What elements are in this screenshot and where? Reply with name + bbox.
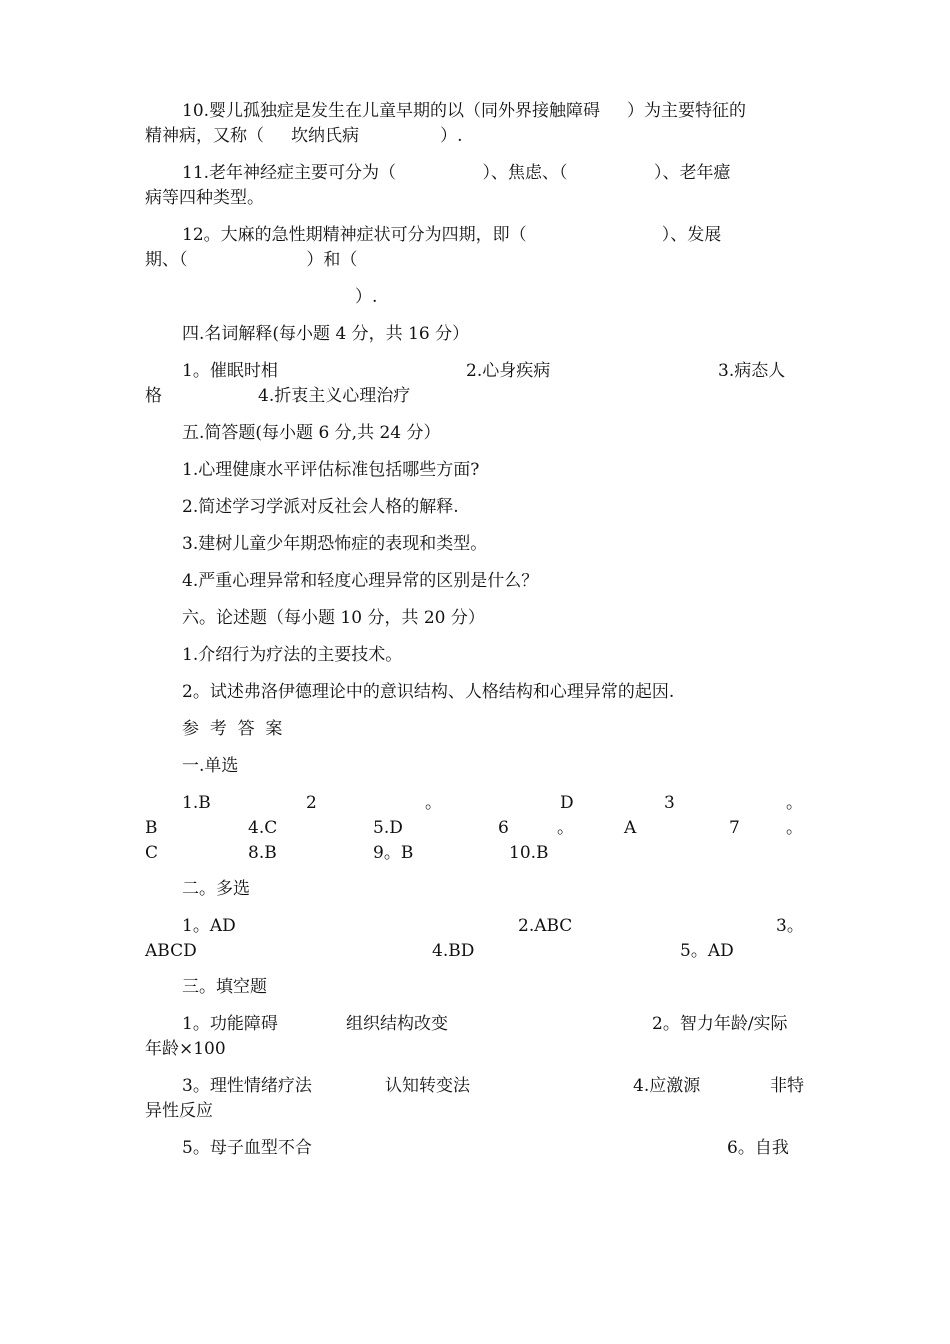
fill-blank-answer-title: 三。填空题 xyxy=(182,977,267,997)
question-12-line2: 期、（ ）和（ xyxy=(145,250,358,270)
term-2: 2.心身疾病 xyxy=(466,361,551,381)
single-answer: 。 xyxy=(557,818,574,838)
short-question-3: 3.建树儿童少年期恐怖症的表现和类型。 xyxy=(182,534,488,554)
multi-answer: 4.BD xyxy=(432,941,475,961)
question-12-line1: 12。大麻的急性期精神症状可分为四期，即（ ）、发展 xyxy=(182,225,722,245)
single-answer: 8.B xyxy=(248,843,277,863)
question-11-line2: 病等四种类型。 xyxy=(145,188,264,208)
answers-heading: 参 考 答 案 xyxy=(182,719,283,739)
single-answer: 5.D xyxy=(373,818,403,838)
blank-answer-2: 2。智力年龄/实际 xyxy=(652,1014,788,1034)
blank-answer-1b: 组织结构改变 xyxy=(346,1014,448,1034)
single-answer: 。 xyxy=(786,793,803,813)
essay-question-1: 1.介绍行为疗法的主要技术。 xyxy=(182,645,403,665)
blank-answer-5: 5。母子血型不合 xyxy=(182,1138,312,1158)
single-answer: 6 xyxy=(498,818,509,838)
single-answer: 。 xyxy=(786,818,803,838)
term-4: 4.折衷主义心理治疗 xyxy=(258,386,411,406)
multi-choice-title: 二。多选 xyxy=(182,879,250,899)
single-answer: 7 xyxy=(729,818,740,838)
blank-answer-6: 6。自我 xyxy=(727,1138,789,1158)
short-question-4: 4.严重心理异常和轻度心理异常的区别是什么？ xyxy=(182,571,539,591)
single-answer: 10.B xyxy=(509,843,549,863)
single-answer: 4.C xyxy=(248,818,278,838)
question-10-line2: 精神病，又称（ 坎纳氏病 ）. xyxy=(145,126,463,146)
single-answer: 2 xyxy=(306,793,317,813)
section-5-title: 五.简答题(每小题 6 分,共 24 分） xyxy=(182,423,441,443)
single-answer: 。 xyxy=(425,793,442,813)
single-answer: 3 xyxy=(664,793,675,813)
blank-answer-3b: 认知转变法 xyxy=(385,1076,470,1096)
essay-question-2: 2。试述弗洛伊德理论中的意识结构、人格结构和心理异常的起因. xyxy=(182,682,675,702)
blank-answer-4-cont: 异性反应 xyxy=(145,1101,213,1121)
question-10-line1: 10.婴儿孤独症是发生在儿童早期的以（同外界接触障碍 ）为主要特征的 xyxy=(182,101,747,121)
single-choice-title: 一.单选 xyxy=(182,756,239,776)
multi-answer: ABCD xyxy=(145,941,197,961)
multi-answer: 2.ABC xyxy=(518,916,573,936)
blank-answer-2-cont: 年龄×100 xyxy=(145,1039,226,1059)
term-3-cont: 格 xyxy=(145,386,162,406)
single-answer: 1.B xyxy=(182,793,211,813)
multi-answer: 5。AD xyxy=(680,941,734,961)
question-12-line3: ）. xyxy=(355,287,378,307)
multi-answer: 1。AD xyxy=(182,916,236,936)
blank-answer-3: 3。理性情绪疗法 xyxy=(182,1076,312,1096)
short-question-2: 2.简述学习学派对反社会人格的解释. xyxy=(182,497,459,517)
blank-answer-4: 4.应激源 xyxy=(633,1076,701,1096)
term-1: 1。催眠时相 xyxy=(182,361,278,381)
term-3: 3.病态人 xyxy=(718,361,786,381)
single-answer: A xyxy=(624,818,637,838)
section-4-title: 四.名词解释(每小题 4 分，共 16 分） xyxy=(182,324,470,344)
multi-answer: 3。 xyxy=(776,916,804,936)
question-11-line1: 11.老年神经症主要可分为（ ）、焦虑、（ ）、老年癔 xyxy=(182,163,731,183)
section-6-title: 六。论述题（每小题 10 分，共 20 分） xyxy=(182,608,485,628)
blank-answer-4b: 非特 xyxy=(770,1076,804,1096)
short-question-1: 1.心理健康水平评估标准包括哪些方面? xyxy=(182,460,480,480)
blank-answer-1: 1。功能障碍 xyxy=(182,1014,278,1034)
single-answer: C xyxy=(145,843,159,863)
single-answer: 9。B xyxy=(373,843,414,863)
single-answer: D xyxy=(560,793,574,813)
single-answer: B xyxy=(145,818,158,838)
